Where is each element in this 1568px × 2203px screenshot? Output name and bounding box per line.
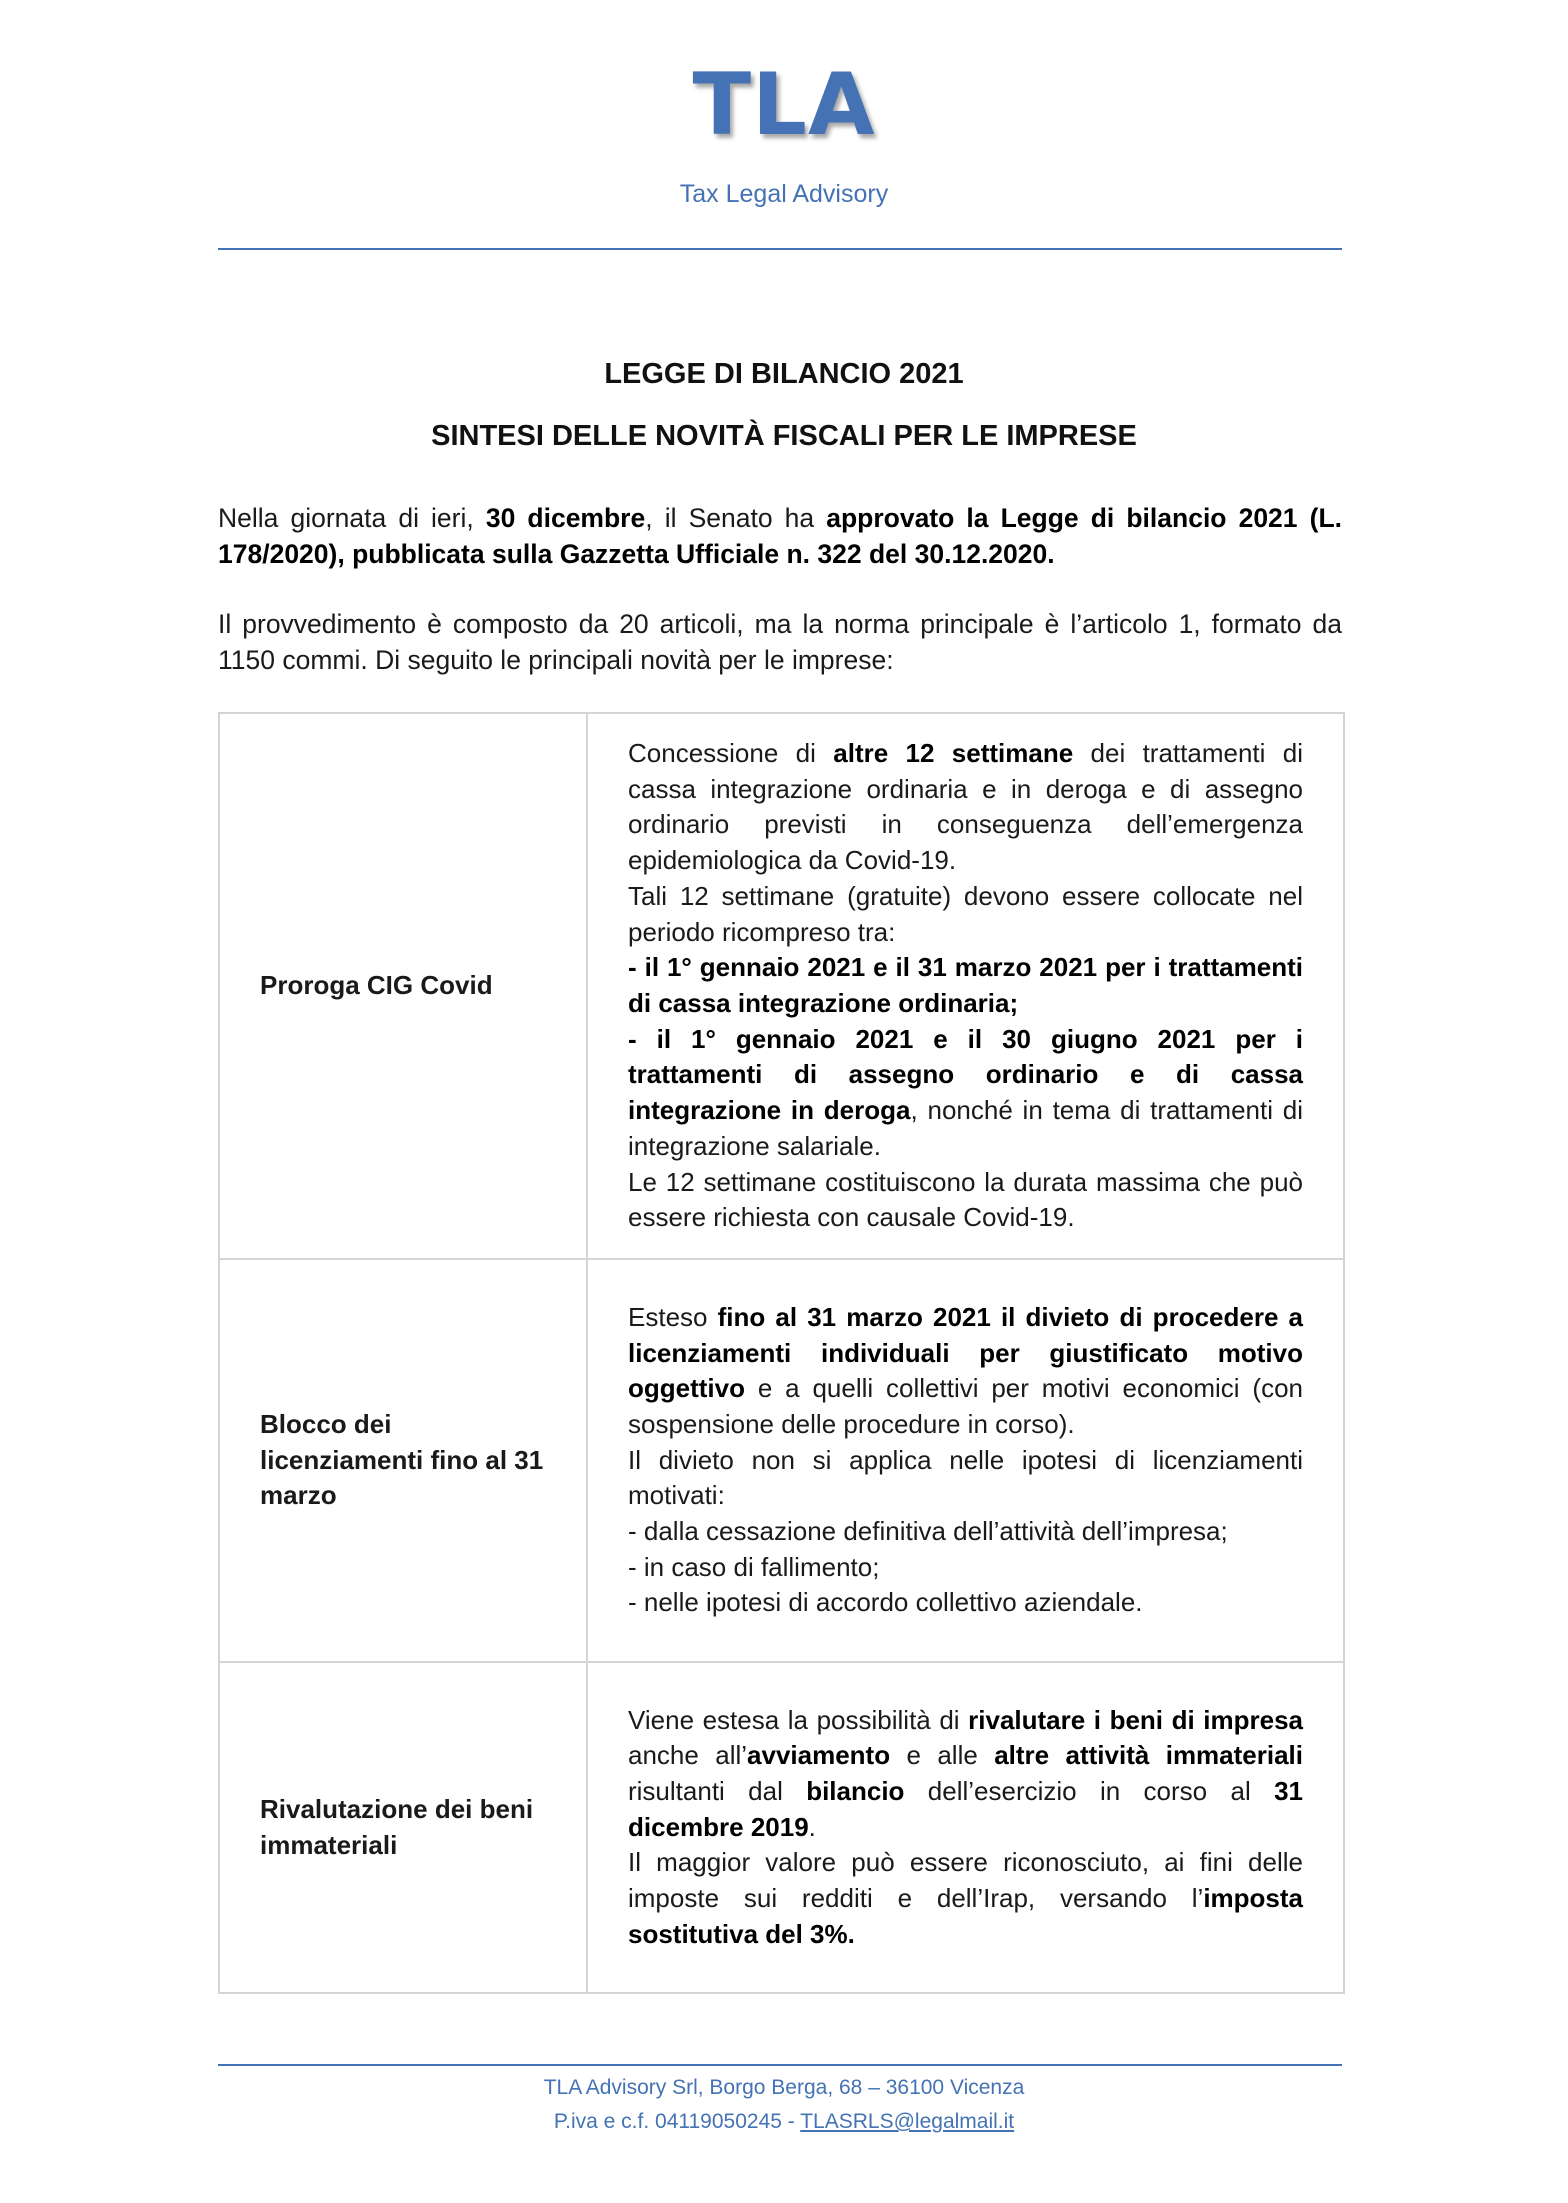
text-span: risultanti dal [628, 1775, 807, 1806]
text-span: anche all’ [628, 1740, 748, 1771]
description-line [628, 1022, 1303, 1165]
bold-span: avviamento [747, 1740, 891, 1771]
footer-address: TLA Advisory Srl, Borgo Berga, 68 – 36100 Vicenza [543, 2076, 1025, 2099]
row-label: Blocco dei licenziamenti fino al 31 marzo [219, 1259, 587, 1662]
bold-span: altre 12 settimane [833, 738, 1074, 769]
bold-span: rivalutare i beni di impresa [968, 1704, 1303, 1735]
header-divider [218, 248, 1342, 250]
footer-tax-info [0, 2110, 1568, 2134]
description-line: Le 12 settimane costituiscono la durata massima che può essere richiesta con causale Covid-19. [628, 1166, 1303, 1233]
text-span: e alle [890, 1740, 995, 1771]
document-subtitle: SINTESI DELLE NOVITÀ FISCALI PER LE IMPRESE [431, 420, 1137, 452]
text-span: e a quelli collettivi per motivi economici (con sospensione delle procedure in corso). [628, 1373, 1303, 1439]
row-description [587, 1662, 1344, 1993]
text-span: dell’esercizio in corso al [904, 1775, 1275, 1806]
description-line: - dalla cessazione definitiva dell’attività dell’impresa; [628, 1516, 1228, 1547]
text-span: Il maggior valore può essere riconosciuto, ai fini delle imposte sui redditi e dell’Irap, versando l’ [628, 1847, 1303, 1914]
company-tagline: Tax Legal Advisory [679, 180, 889, 208]
bold-span: fino al 31 marzo 2021 il divieto di procedere a licenziamenti individuali per giustificato motivo oggettivo [628, 1301, 1303, 1404]
row-label: Proroga CIG Covid [219, 713, 587, 1259]
bold-span: 31 dicembre 2019 [628, 1775, 1303, 1842]
intro-paragraph [218, 500, 1342, 572]
description-line [628, 1300, 1303, 1443]
intro-date: 30 dicembre [485, 503, 646, 533]
text-span: Concessione di [628, 738, 834, 769]
bold-span: bilancio [806, 1775, 905, 1806]
text-span: , nonché in tema di trattamenti di integrazione salariale. [628, 1095, 1304, 1161]
intro-text: Nella giornata di ieri, [218, 503, 486, 533]
text-span: Viene estesa la possibilità di [628, 1704, 969, 1735]
row-description [587, 713, 1344, 1259]
table-row [219, 1662, 1344, 1993]
description-line: Il divieto non si applica nelle ipotesi di licenziamenti motivati: [628, 1444, 1303, 1511]
bold-span: imposta sostitutiva del 3%. [628, 1883, 1303, 1949]
table-row [219, 713, 1344, 1259]
description-line [628, 736, 1303, 879]
company-logo: TLA [692, 55, 876, 155]
description-line: Tali 12 settimane (gratuite) devono essere collocate nel periodo ricompreso tra: [628, 880, 1303, 947]
row-label: Rivalutazione dei beni immateriali [219, 1662, 587, 1993]
summary-paragraph: Il provvedimento è composto da 20 articoli, ma la norma principale è l’articolo 1, formato da 1150 commi. Di seguito le principali novità per le imprese: [218, 609, 1342, 675]
description-line [628, 1845, 1303, 1952]
text-span: Esteso [628, 1301, 718, 1332]
bold-span: altre attività immateriali [994, 1740, 1304, 1771]
intro-law-reference: approvato la Legge di bilancio 2021 (L. 178/2020), pubblicata sulla Gazzetta Ufficiale n. 322 del 30.12.2020. [218, 503, 1342, 569]
footer-vat: P.iva e c.f. 04119050245 - [553, 2110, 801, 2133]
footer-email-link[interactable]: TLASRLS@legalmail.it [800, 2110, 1015, 2133]
text-span: . [808, 1811, 816, 1842]
description-line: - nelle ipotesi di accordo collettivo aziendale. [628, 1587, 1143, 1618]
footer-divider [218, 2064, 1342, 2066]
bold-span: - il 1° gennaio 2021 e il 30 giugno 2021 per i trattamenti di assegno ordinario e di cassa integrazione in deroga [628, 1023, 1303, 1126]
document-title: LEGGE DI BILANCIO 2021 [604, 358, 964, 390]
row-description [587, 1259, 1344, 1662]
description-line: - il 1° gennaio 2021 e il 31 marzo 2021 per i trattamenti di cassa integrazione ordinaria; [628, 952, 1303, 1018]
text-span: dei trattamenti di cassa integrazione ordinaria e in deroga e di assegno ordinario previsti in conseguenza dell’emergenza epidemiologica da Covid-19. [628, 738, 1303, 876]
table-row [219, 1259, 1344, 1662]
description-line: - in caso di fallimento; [628, 1551, 880, 1582]
intro-text: , il Senato ha [645, 503, 827, 533]
measures-table [218, 712, 1345, 1994]
description-line [628, 1703, 1303, 1846]
